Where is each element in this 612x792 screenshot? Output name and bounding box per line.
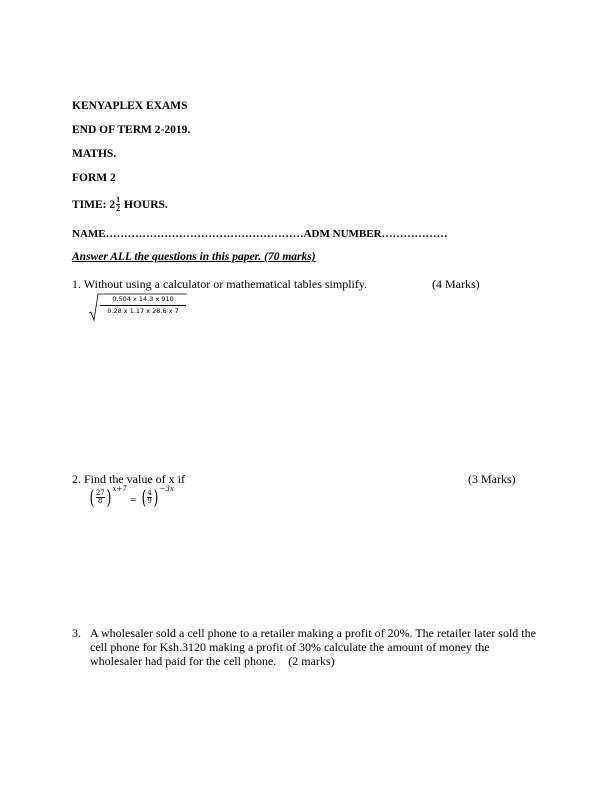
time-label — [72, 196, 168, 213]
term-label: END OF TERM 2-2019. — [72, 124, 191, 136]
lhs-exponent: x+7 — [112, 485, 127, 493]
lhs-fraction — [96, 490, 105, 505]
time-fraction — [116, 196, 120, 213]
time-fraction-num: 1 — [116, 195, 121, 204]
question-1-marks: (4 Marks) — [432, 277, 480, 291]
exam-title: KENYAPLEX EXAMS — [72, 100, 188, 112]
time-prefix: TIME: 2 — [72, 198, 116, 211]
question-3-line-1: A wholesaler sold a cell phone to a retailer making a profit of 20%. The retailer later sold the — [90, 626, 536, 640]
question-3-line-2: cell phone for Ksh.3120 making a profit of 30% calculate the amount of money the — [90, 640, 490, 654]
question-2-equation — [88, 486, 174, 508]
question-1-text: 1. Without using a calculator or mathematical tables simplify. — [72, 277, 368, 291]
question-2-marks: (3 Marks) — [468, 472, 516, 486]
question-1-fraction — [100, 296, 186, 314]
rhs-fraction — [147, 490, 151, 505]
rhs-numerator: 4 — [147, 489, 152, 497]
question-3-line-3: wholesaler had paid for the cell phone. (2 marks) — [90, 654, 335, 668]
time-fraction-den: 2 — [116, 204, 121, 213]
right-paren: ) — [106, 485, 111, 509]
instruction: Answer ALL the questions in this paper. (70 marks) — [72, 251, 316, 263]
time-suffix: HOURS. — [121, 198, 168, 211]
equals-sign: = — [129, 495, 137, 504]
left-paren: ( — [89, 485, 95, 509]
question-1-expression — [88, 293, 188, 323]
left-paren: ( — [141, 485, 146, 509]
rhs-exponent: −3x — [159, 485, 174, 493]
rhs-denominator: 9 — [147, 497, 152, 505]
right-paren: ) — [153, 485, 159, 509]
question-1-denominator: 0.28 x 1.17 x 28.6 x 7 — [107, 306, 179, 315]
subject-label: MATHS. — [72, 148, 117, 160]
name-adm-line: NAME………………………………………………ADM NUMBER……………… — [72, 228, 448, 240]
question-1-numerator: 0.504 x 14.3 x 910 — [112, 295, 174, 303]
lhs-denominator: 8 — [98, 497, 103, 505]
question-3-number: 3. — [72, 626, 81, 640]
question-2-text: 2. Find the value of x if — [72, 472, 185, 486]
lhs-numerator: 27 — [95, 489, 105, 497]
form-label: FORM 2 — [72, 172, 116, 184]
